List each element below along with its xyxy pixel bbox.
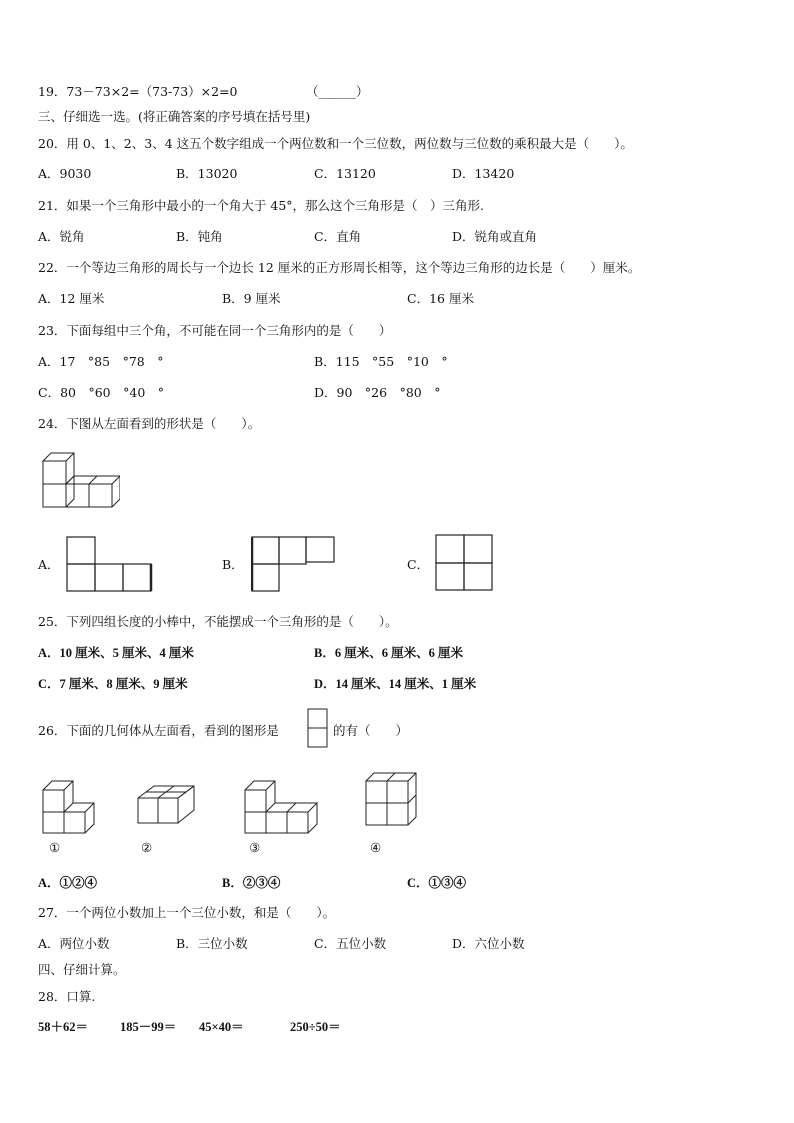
q26-option-c[interactable]: C．①③④	[407, 876, 467, 890]
q24-stem: 24．下图从左面看到的形状是（ ）。	[38, 416, 261, 431]
q28-item-3: 45×40＝	[199, 1020, 244, 1034]
q19-answer-blank[interactable]: （______）	[306, 84, 369, 99]
q24-option-a-label[interactable]: A．	[38, 557, 60, 572]
q25-option-b[interactable]: B．6 厘米、6 厘米、6 厘米	[314, 646, 463, 660]
q21-option-a[interactable]: A．锐角	[38, 229, 85, 244]
q23-option-d[interactable]: D．90 °26 °80 °	[314, 385, 441, 400]
q23-option-c[interactable]: C．80 °60 °40 °	[38, 385, 165, 400]
q26-side-view-figure	[307, 708, 329, 748]
q24-option-a-figure[interactable]	[66, 536, 154, 593]
q26-label-1: ①	[49, 840, 61, 855]
q27-option-d[interactable]: D．六位小数	[452, 936, 525, 951]
q24-option-b-figure[interactable]	[251, 536, 337, 593]
q20-option-d[interactable]: D．13420	[452, 166, 515, 181]
q25-stem: 25．下列四组长度的小棒中，不能摆成一个三角形的是（ ）。	[38, 614, 398, 629]
q21-option-d[interactable]: D．锐角或直角	[452, 229, 538, 244]
q22-option-a[interactable]: A．12 厘米	[38, 291, 105, 306]
q24-option-c-figure[interactable]	[435, 534, 495, 592]
q24-option-c-label[interactable]: C．	[407, 557, 430, 572]
q26-option-a[interactable]: A．①②④	[38, 876, 98, 890]
q27-option-b[interactable]: B．三位小数	[176, 936, 248, 951]
q26-figure-3	[242, 776, 318, 836]
q28-stem: 28．口算.	[38, 989, 96, 1004]
q28-item-4: 250÷50＝	[290, 1020, 341, 1034]
q25-option-c[interactable]: C．7 厘米、8 厘米、9 厘米	[38, 677, 188, 691]
q26-option-b[interactable]: B．②③④	[222, 876, 281, 890]
q23-option-a[interactable]: A．17 °85 °78 °	[38, 354, 164, 369]
section-4-heading: 四、仔细计算。	[38, 962, 126, 977]
q22-option-c[interactable]: C．16 厘米	[407, 291, 474, 306]
q28-item-2: 185－99＝	[120, 1020, 177, 1034]
q26-label-2: ②	[141, 840, 153, 855]
q21-option-b[interactable]: B．钝角	[176, 229, 223, 244]
q26-label-3: ③	[249, 840, 261, 855]
q26-figure-2	[136, 784, 196, 826]
q26-label-4: ④	[370, 840, 382, 855]
q22-option-b[interactable]: B．9 厘米	[222, 291, 281, 306]
q25-option-a[interactable]: A．10 厘米、5 厘米、4 厘米	[38, 646, 194, 660]
q25-option-d[interactable]: D．14 厘米、14 厘米、1 厘米	[314, 677, 477, 691]
q20-option-c[interactable]: C．13120	[314, 166, 376, 181]
q26-stem-after: 的有（ ）	[333, 723, 409, 738]
q21-option-c[interactable]: C．直角	[314, 229, 362, 244]
q22-stem: 22．一个等边三角形的周长与一个边长 12 厘米的正方形周长相等，这个等边三角形的边长是（ ）厘米。	[38, 260, 641, 275]
q20-option-a[interactable]: A．9030	[38, 166, 92, 181]
section-3-heading: 三、仔细选一选。(将正确答案的序号填在括号里)	[38, 109, 311, 124]
q26-figure-1	[40, 776, 96, 836]
q20-stem: 20．用 0、1、2、3、4 这五个数字组成一个两位数和一个三位数，两位数与三位数的乘积最大是（ ）。	[38, 136, 633, 151]
q24-cube-figure	[40, 450, 120, 512]
q27-stem: 27．一个两位小数加上一个三位小数，和是（ ）。	[38, 905, 336, 920]
q20-option-b[interactable]: B．13020	[176, 166, 238, 181]
q27-option-c[interactable]: C．五位小数	[314, 936, 387, 951]
q21-stem: 21．如果一个三角形中最小的一个角大于 45°，那么这个三角形是（ ）三角形.	[38, 198, 485, 213]
q23-stem: 23．下面每组中三个角，不可能在同一个三角形内的是（ ）	[38, 323, 392, 338]
q26-stem-before: 26．下面的几何体从左面看，看到的图形是	[38, 723, 279, 738]
q27-option-a[interactable]: A．两位小数	[38, 936, 110, 951]
q23-option-b[interactable]: B．115 °55 °10 °	[314, 354, 448, 369]
q24-option-b-label[interactable]: B．	[222, 557, 244, 572]
q28-item-1: 58＋62＝	[38, 1020, 89, 1034]
q26-figure-4	[364, 770, 418, 828]
q19-text: 19．73－73×2=（73-73）×2=0	[38, 84, 238, 99]
